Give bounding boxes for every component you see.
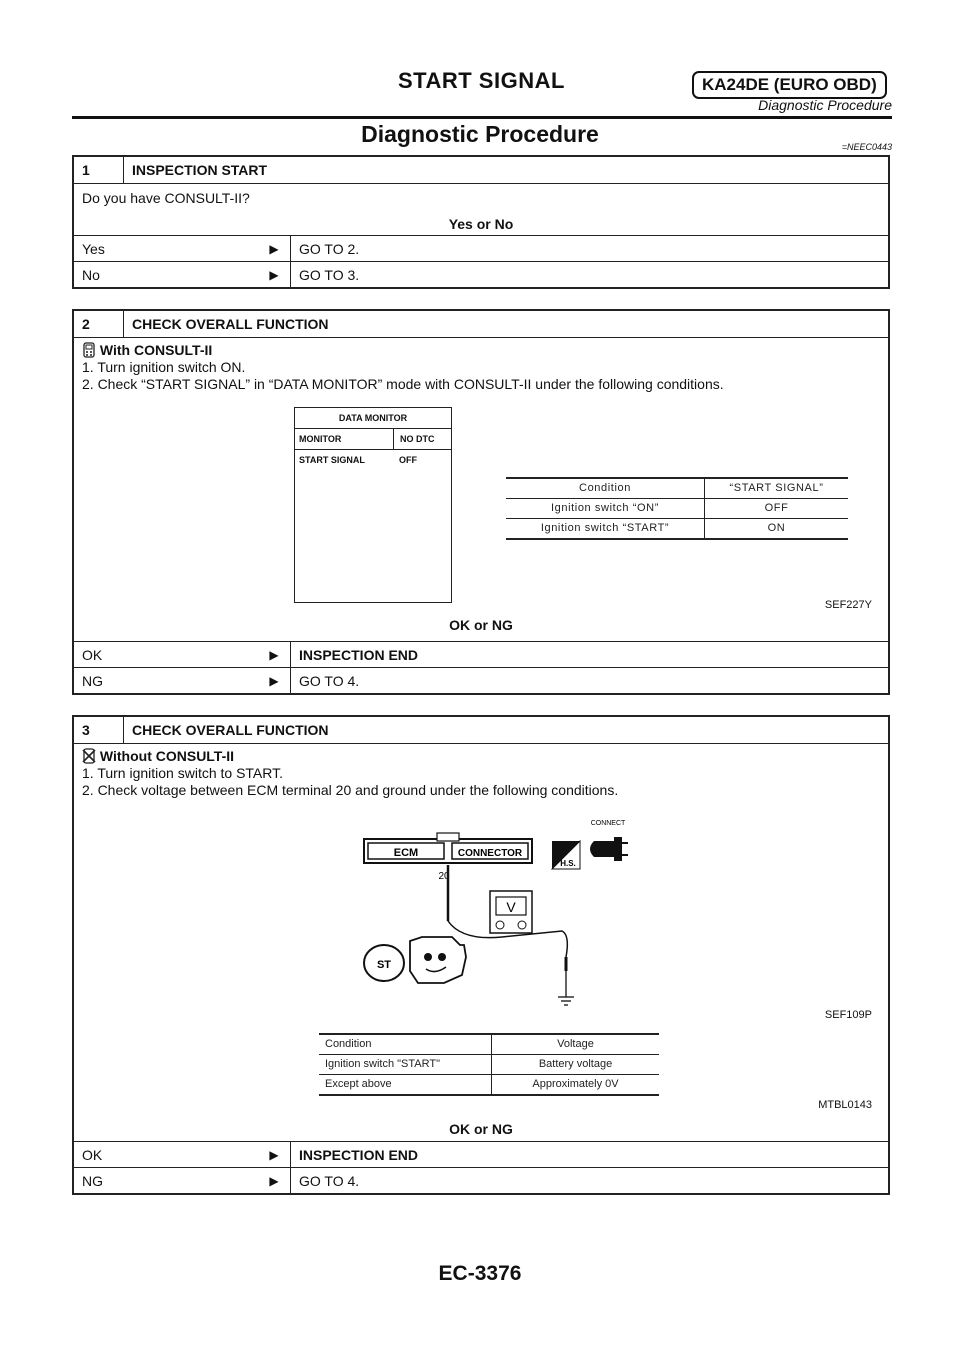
engine-badge: KA24DE (EURO OBD) [692,71,887,99]
answer-row [74,667,888,693]
step-2-body [74,337,888,641]
page-number: EC-3376 [438,1262,522,1285]
step-1-question: Do you have CONSULT-II? [82,190,250,206]
instruction-line: 2. Check “START SIGNAL” in “DATA MONITOR” mode with CONSULT-II under the following conditions. [82,376,724,392]
step-3-box [72,715,890,1195]
mode-label: Without CONSULT-II [99,748,235,764]
answer-value: GO TO 2. [290,236,359,261]
step-2-prompt: OK or NG [449,617,513,633]
step-title: CHECK OVERALL FUNCTION [132,316,329,332]
data-monitor-screen [294,407,452,603]
triangle-right-icon: ▶ [269,268,279,282]
answer-value: GO TO 4. [290,1168,359,1193]
mode-line [82,748,880,765]
answer-key: NG [82,1173,103,1189]
step-3-figure [82,811,880,1111]
connector-label: CONNECTOR [457,848,523,859]
step-title: CHECK OVERALL FUNCTION [132,722,329,738]
instruction-line: 1. Turn ignition switch to START. [82,765,284,781]
step-number: 1 [74,157,124,183]
table-cell: Ignition switch “START” [506,519,705,540]
ignition-key-label: ST [376,959,392,971]
connect-label: CONNECT [590,820,626,827]
monitor-column: MONITOR [299,434,342,444]
step-1-box [72,155,890,289]
table-cell: Approximately 0V [492,1075,660,1096]
table-row [506,519,848,540]
step-3-prompt: OK or NG [449,1121,513,1137]
answer-row [74,235,888,261]
data-monitor-header [295,429,451,450]
table-header: Condition [319,1034,492,1055]
answer-key: OK [82,647,103,663]
triangle-right-icon: ▶ [269,648,279,662]
triangle-right-icon: ▶ [269,674,279,688]
ecm-label: ECM [393,847,419,859]
step-number: 2 [74,311,124,337]
table-cell: Battery voltage [492,1055,660,1075]
table-row [319,1055,659,1075]
table-header-row [506,478,848,499]
instruction-line: 1. Turn ignition switch ON. [82,359,246,375]
data-monitor-item [295,450,451,470]
step-title: INSPECTION START [132,162,268,178]
mode-line [82,342,880,359]
header-rule [72,116,892,119]
hs-label: H.S. [560,859,576,868]
ecm-connector-diagram [82,811,882,1011]
no-consult-icon [82,748,96,764]
step-1-body [74,183,888,235]
step-3-body [74,743,888,1141]
data-monitor-title: DATA MONITOR [295,408,451,429]
voltmeter-label: V [506,899,516,915]
table-row [319,1075,659,1096]
triangle-right-icon: ▶ [269,1174,279,1188]
section-code: =NEEC0443 [841,142,892,152]
terminal-number: 20 [438,871,450,882]
table-row [506,499,848,519]
step-1-prompt: Yes or No [448,216,514,232]
mode-label: With CONSULT-II [99,342,213,358]
answer-key: NG [82,673,103,689]
answer-row [74,1167,888,1193]
figure-code: SEF227Y [824,599,872,611]
answer-row [74,261,888,287]
step-2-header [74,311,888,337]
step-1-header [74,157,888,183]
answer-value: INSPECTION END [290,1142,418,1167]
consult-icon [82,342,96,358]
dtc-column: NO DTC [393,429,435,449]
table-cell: Except above [319,1075,492,1096]
monitor-item-name: START SIGNAL [299,455,365,465]
answer-key: No [82,267,100,283]
answer-row [74,1141,888,1167]
page-header-subtitle: Diagnostic Procedure [758,97,892,113]
answer-value: GO TO 4. [290,668,359,693]
table-cell: ON [705,519,849,540]
step-number: 3 [74,717,124,743]
triangle-right-icon: ▶ [269,1148,279,1162]
instruction-line: 2. Check voltage between ECM terminal 20 and ground under the following conditions. [82,782,619,798]
section-title: Diagnostic Procedure [361,121,599,147]
monitor-item-value: OFF [399,455,417,465]
table-header: “START SIGNAL” [705,478,849,499]
answer-row [74,641,888,667]
table-cell: Ignition switch "START" [319,1055,492,1075]
table-cell: Ignition switch “ON” [506,499,705,519]
table-cell: OFF [705,499,849,519]
triangle-right-icon: ▶ [269,242,279,256]
step-2-figure [82,407,880,611]
step-3-header [74,717,888,743]
table-header: Condition [506,478,705,499]
table-header-row [319,1034,659,1055]
step-2-box [72,309,890,695]
answer-value: INSPECTION END [290,642,418,667]
voltage-table [319,1033,659,1096]
page-header-title: START SIGNAL [398,68,565,93]
answer-key: OK [82,1147,103,1163]
figure-code: MTBL0143 [818,1099,872,1111]
answer-key: Yes [82,241,105,257]
answer-value: GO TO 3. [290,262,359,287]
figure-code: SEF109P [824,1009,872,1021]
table-header: Voltage [492,1034,660,1055]
condition-table [506,477,848,540]
